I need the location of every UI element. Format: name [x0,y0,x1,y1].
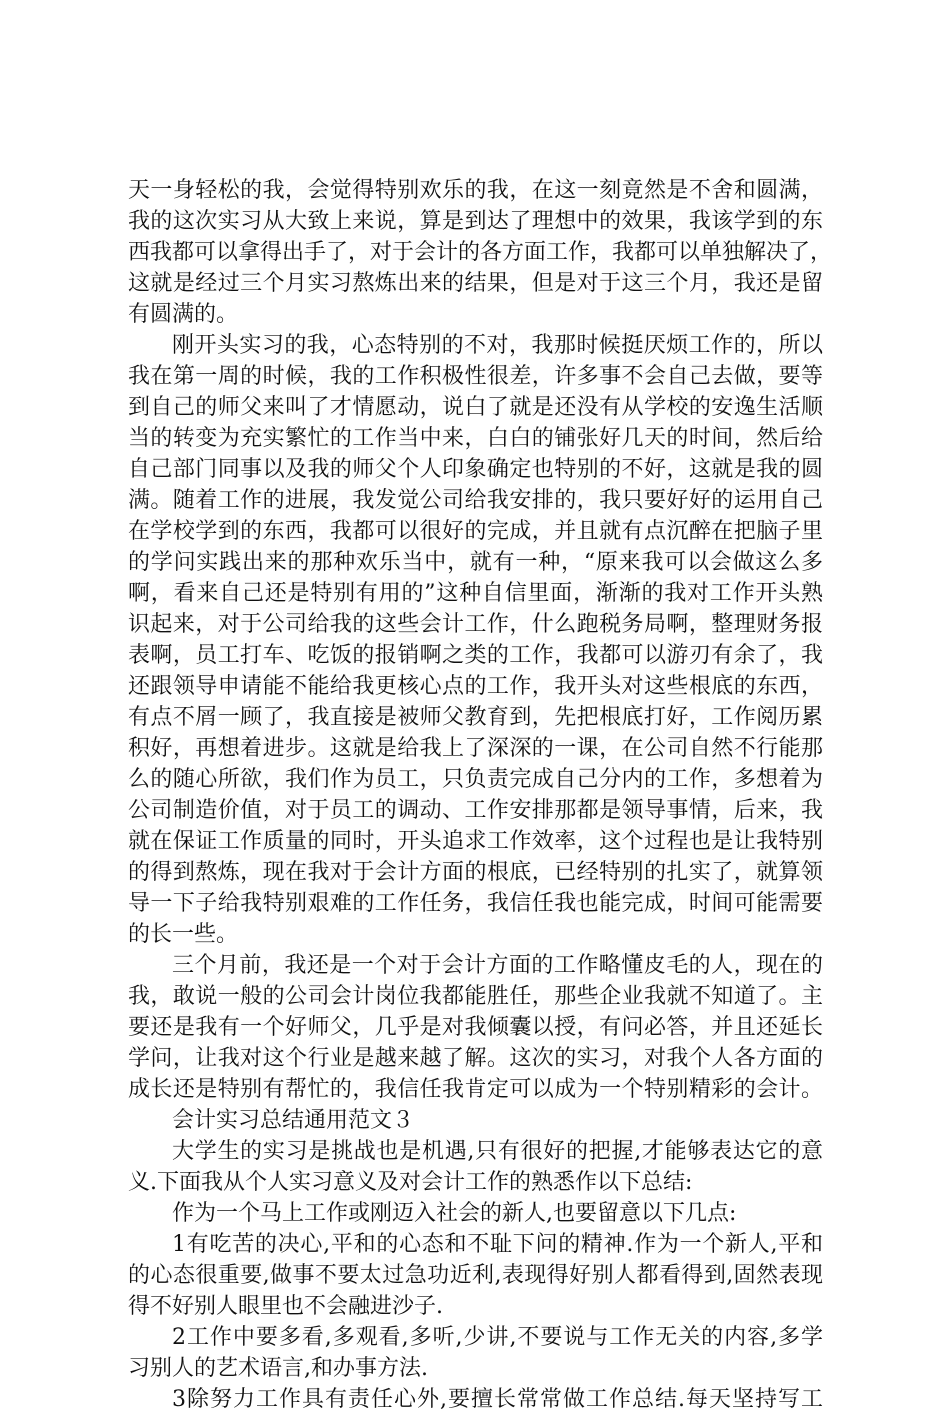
text-line: 刚开头实习的我，心态特别的不对，我那时候挺厌烦工作的，所以 [172,333,823,358]
text-line: 啊，看来自己还是特别有用的”这种自信里面，渐渐的我对工作开头熟 [128,581,823,606]
text-line: 就在保证工作质量的同时，开头追求工作效率，这个过程也是让我特别 [128,829,823,854]
text-line: 导一下子给我特别艰难的工作任务，我信任我也能完成，时间可能需要 [128,891,823,916]
text-line: 3除努力工作具有责任心外,要擅长常常做工作总结.每天坚持写工 [172,1387,823,1412]
text-line: 我在第一周的时候，我的工作积极性很差，许多事不会自己去做，要等 [128,364,823,389]
text-line: 的心态很重要,做事不要太过急功近利,表现得好别人都看得到,固然表现 [128,1263,823,1288]
text-line: 义.下面我从个人实习意义及对会计工作的熟悉作以下总结: [128,1170,693,1195]
text-line: 西我都可以拿得出手了，对于会计的各方面工作，我都可以单独解决了， [128,240,833,265]
text-line: 得不好别人眼里也不会融进沙子. [128,1294,443,1319]
text-line: 1有吃苦的决心,平和的心态和不耻下问的精神.作为一个新人,平和 [172,1232,823,1257]
text-line: 满。随着工作的进展，我发觉公司给我安排的，我只要好好的运用自己 [128,488,823,513]
text-line: 表啊，员工打车、吃饭的报销啊之类的工作，我都可以游刃有余了，我 [128,643,823,668]
text-line: 自己部门同事以及我的师父个人印象确定也特别的不好，这就是我的圆 [128,457,823,482]
text-line: 我，敢说一般的公司会计岗位我都能胜任，那些企业我就不知道了。主 [128,984,823,1009]
text-line: 的长一些。 [128,922,239,947]
text-line: 的得到熬炼，现在我对于会计方面的根底，已经特别的扎实了，就算领 [128,860,823,885]
text-line: 天一身轻松的我，会觉得特别欢乐的我，在这一刻竟然是不舍和圆满， [128,178,823,203]
text-line: 有圆满的。 [128,302,239,327]
text-line: 在学校学到的东西，我都可以很好的完成，并且就有点沉醉在把脑子里 [128,519,823,544]
text-line: 我的这次实习从大致上来说，算是到达了理想中的效果，我该学到的东 [128,209,823,234]
text-line: 还跟领导申请能不能给我更核心点的工作，我开头对这些根底的东西， [128,674,823,699]
text-line: 成长还是特别有帮忙的，我信任我肯定可以成为一个特别精彩的会计。 [128,1077,823,1102]
text-line: 要还是我有一个好师父，几乎是对我倾囊以授，有问必答，并且还延长 [128,1015,823,1040]
text-line: 公司制造价值，对于员工的调动、工作安排那都是领导事情，后来，我 [128,798,823,823]
text-line: 么的随心所欲，我们作为员工，只负责完成自己分内的工作，多想着为 [128,767,823,792]
section-heading: 会计实习总结通用范文３ [172,1108,415,1133]
text-line: 作为一个马上工作或刚迈入社会的新人,也要留意以下几点: [172,1201,737,1226]
text-line: 识起来，对于公司给我的这些会计工作，什么跑税务局啊，整理财务报 [128,612,823,637]
text-line: 三个月前，我还是一个对于会计方面的工作略懂皮毛的人，现在的 [172,953,823,978]
text-line: 学问，让我对这个行业是越来越了解。这次的实习，对我个人各方面的 [128,1046,823,1071]
text-line: 有点不屑一顾了，我直接是被师父教育到，先把根底打好，工作阅历累 [128,705,823,730]
text-line: 这就是经过三个月实习熬炼出来的结果，但是对于这三个月，我还是留 [128,271,823,296]
text-line: 大学生的实习是挑战也是机遇,只有很好的把握,才能够表达它的意 [172,1139,823,1164]
text-line: 当的转变为充实繁忙的工作当中来，白白的铺张好几天的时间，然后给 [128,426,823,451]
text-line: 的学问实践出来的那种欢乐当中，就有一种，“原来我可以会做这么多 [128,550,823,575]
text-line: 2工作中要多看,多观看,多听,少讲,不要说与工作无关的内容,多学 [172,1325,823,1350]
text-line: 到自己的师父来叫了才情愿动，说白了就是还没有从学校的安逸生活顺 [128,395,823,420]
text-line: 习别人的艺术语言,和办事方法. [128,1356,428,1381]
text-line: 积好，再想着进步。这就是给我上了深深的一课，在公司自然不行能那 [128,736,823,761]
